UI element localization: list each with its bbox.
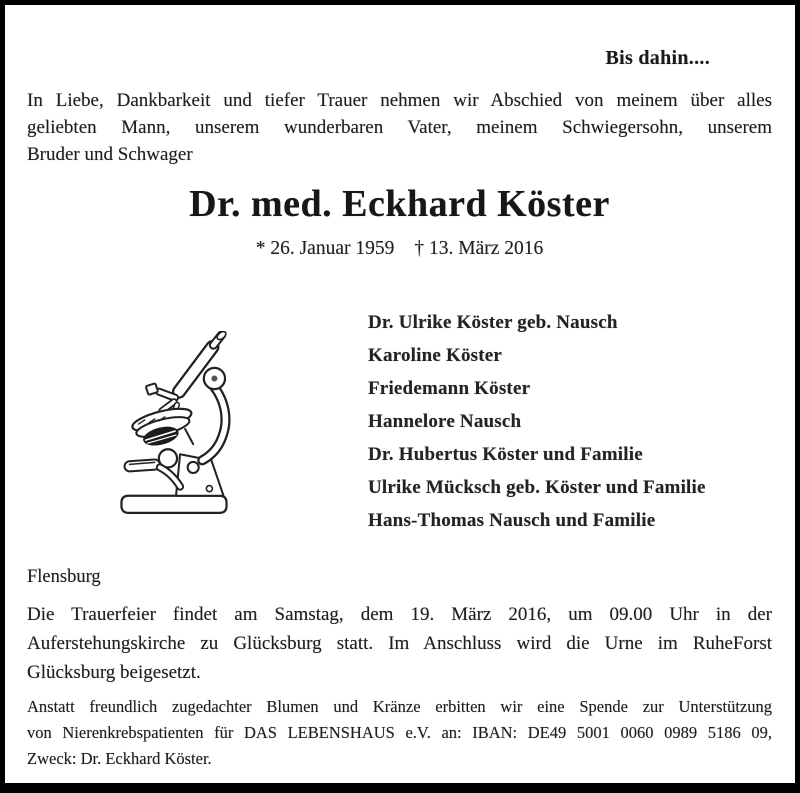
- mourner-name: Ulrike Mücksch geb. Köster und Familie: [368, 477, 706, 498]
- donation-line: von Nierenkrebspatienten für DAS LEBENSHAUS e.V. an: IBAN: DE49 5001 0060 0989 5186 09,: [27, 723, 772, 742]
- donation-line: Zweck: Dr. Eckhard Köster.: [27, 749, 212, 768]
- life-dates: [27, 235, 772, 262]
- mourner-name: Dr. Hubertus Köster und Familie: [368, 444, 643, 465]
- middle-section: [27, 306, 772, 537]
- microscope-illustration: [115, 331, 233, 523]
- notice-content: [5, 47, 795, 772]
- death-date: † 13. März 2016: [414, 238, 544, 259]
- birth-date: * 26. Januar 1959: [255, 238, 395, 259]
- mourner-name: Friedemann Köster: [368, 378, 531, 399]
- mourner-name: Dr. Ulrike Köster geb. Nausch: [368, 312, 618, 333]
- mourners-list: [368, 306, 706, 537]
- intro-line: geliebten Mann, unserem wunderbaren Vater, meinem Schwiegersohn, unserem: [27, 117, 772, 138]
- city-label: Flensburg: [27, 567, 101, 587]
- funeral-line: Glücksburg beigesetzt.: [27, 662, 201, 683]
- mourner-name: Hans-Thomas Nausch und Familie: [368, 510, 656, 531]
- donation-paragraph: [27, 694, 772, 772]
- funeral-paragraph: [27, 600, 772, 687]
- microscope-icon: [115, 331, 233, 523]
- intro-line: Bruder und Schwager: [27, 144, 193, 165]
- motto-text: Bis dahin....: [605, 47, 710, 69]
- intro-paragraph: [27, 87, 772, 168]
- intro-line: In Liebe, Dankbarkeit und tiefer Trauer nehmen wir Abschied von meinem über alles: [27, 90, 772, 111]
- deceased-name: Dr. med. Eckhard Köster: [189, 183, 610, 225]
- mourner-name: Hannelore Nausch: [368, 411, 522, 432]
- mourner-name: Karoline Köster: [368, 345, 503, 366]
- funeral-line: Die Trauerfeier findet am Samstag, dem 19. März 2016, um 09.00 Uhr in der: [27, 604, 772, 625]
- donation-line: Anstatt freundlich zugedachter Blumen und Kränze erbitten wir eine Spende zur Unterstützung: [27, 697, 772, 716]
- funeral-line: Auferstehungskirche zu Glücksburg statt. Im Anschluss wird die Urne im RuheForst: [27, 633, 772, 654]
